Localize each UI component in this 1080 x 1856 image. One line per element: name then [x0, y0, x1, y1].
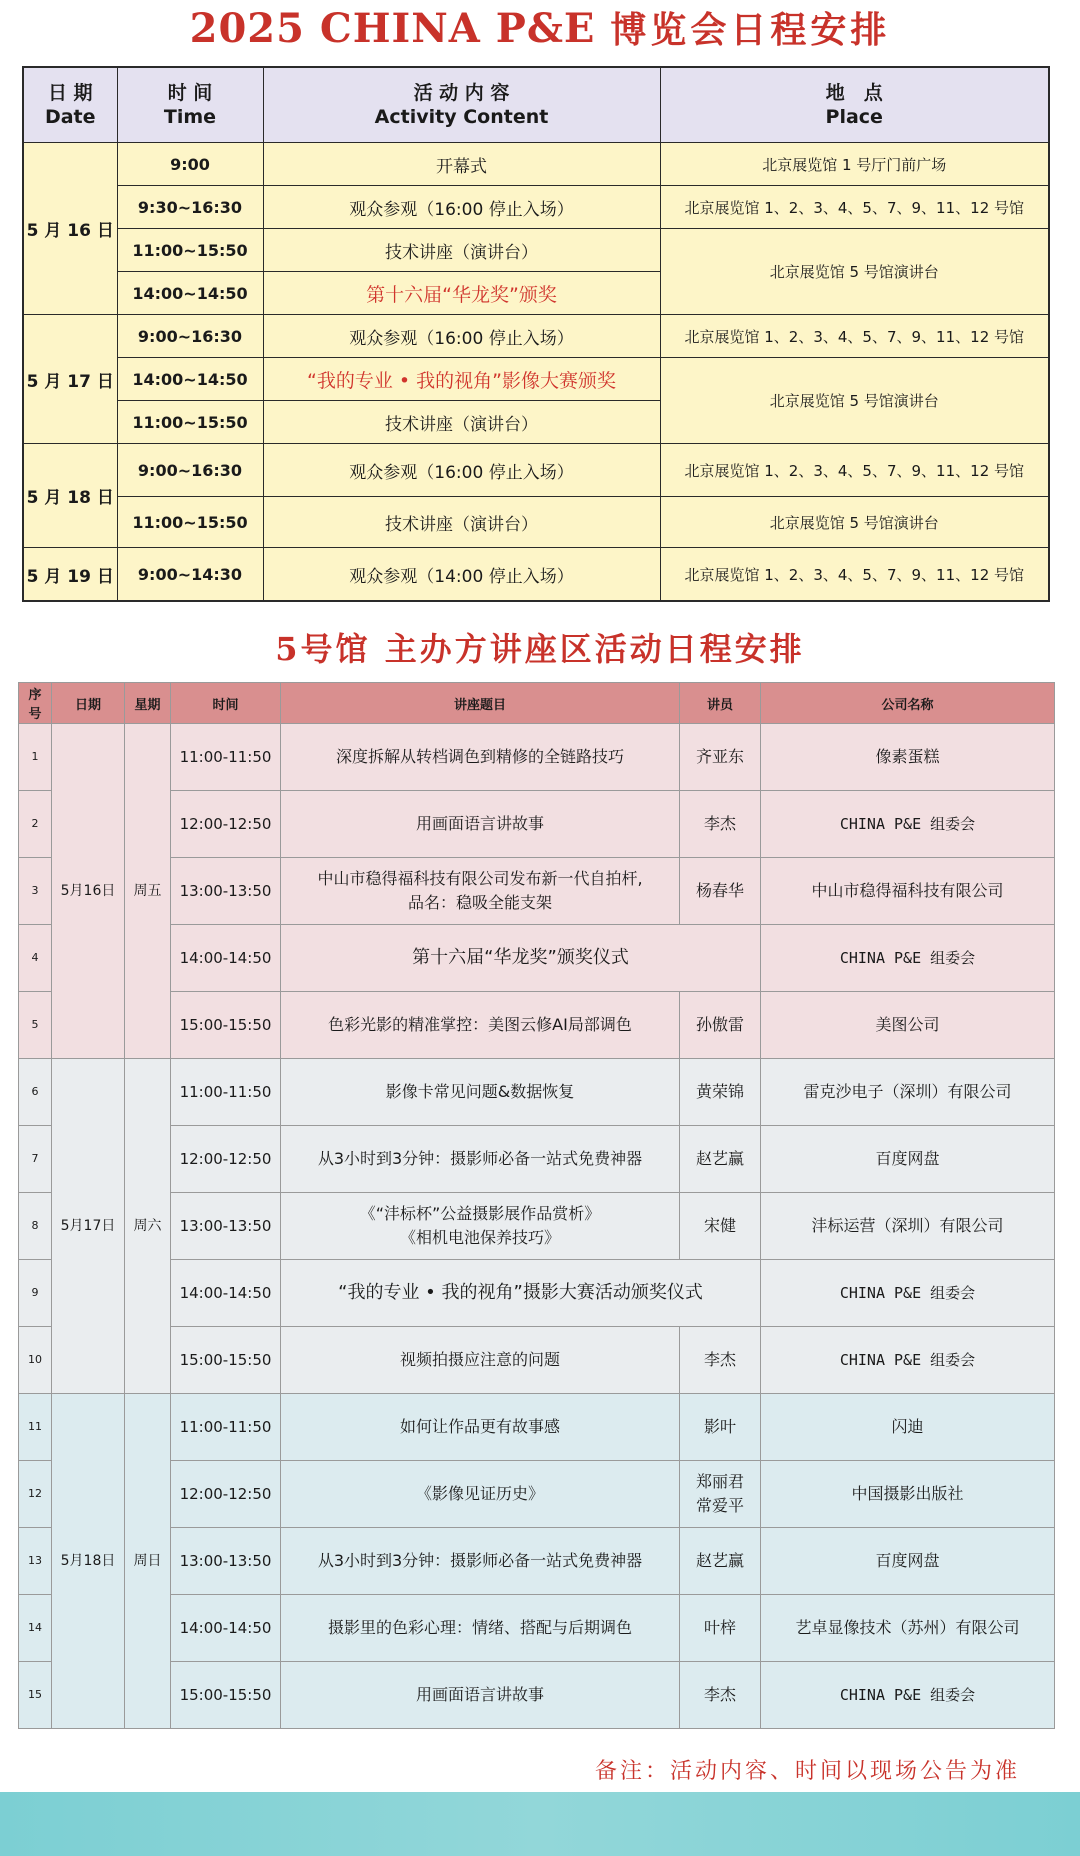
company-cell: CHINA P&E 组委会	[761, 791, 1055, 858]
place-cell: 北京展览馆 1、2、3、4、5、7、9、11、12 号馆	[660, 315, 1049, 358]
table-row	[19, 1394, 1055, 1461]
header-company: 公司名称	[761, 683, 1055, 724]
company-cell: 百度网盘	[761, 1528, 1055, 1595]
company-cell: 像素蛋糕	[761, 724, 1055, 791]
speaker-cell: 黄荣锦	[680, 1059, 761, 1126]
row-number: 7	[19, 1126, 52, 1193]
activity-cell-highlight: “我的专业 • 我的视角”影像大赛颁奖	[263, 358, 660, 401]
header-weekday: 星期	[125, 683, 171, 724]
weekday-cell: 周日	[125, 1394, 171, 1729]
topic-cell: 中山市稳得福科技有限公司发布新一代自拍杆, 品名：稳吸全能支架	[281, 858, 680, 925]
company-cell: 沣标运营（深圳）有限公司	[761, 1193, 1055, 1260]
time-cell: 15:00-15:50	[171, 992, 281, 1059]
header-time: 时间	[171, 683, 281, 724]
time-cell: 12:00-12:50	[171, 1126, 281, 1193]
company-cell: CHINA P&E 组委会	[761, 1260, 1055, 1327]
time-cell: 9:00~14:30	[117, 548, 263, 602]
page-title	[0, 0, 1080, 60]
speaker-cell: 孙傲雷	[680, 992, 761, 1059]
speaker-cell: 李杰	[680, 1327, 761, 1394]
footnote: 备注：活动内容、时间以现场公告为准	[594, 1759, 1020, 1784]
speaker-cell: 影叶	[680, 1394, 761, 1461]
time-cell: 12:00-12:50	[171, 791, 281, 858]
company-cell: 百度网盘	[761, 1126, 1055, 1193]
time-cell: 14:00~14:50	[117, 272, 263, 315]
activity-cell: 观众参观（16:00 停止入场）	[263, 315, 660, 358]
company-cell: 艺卓显像技术（苏州）有限公司	[761, 1595, 1055, 1662]
time-cell: 15:00-15:50	[171, 1662, 281, 1729]
place-cell: 北京展览馆 5 号馆演讲台	[660, 497, 1049, 548]
topic-cell: 用画面语言讲故事	[281, 791, 680, 858]
time-cell: 11:00-11:50	[171, 1059, 281, 1126]
topic-cell: 《“沣标杯”公益摄影展作品赏析》 《相机电池保养技巧》	[281, 1193, 680, 1260]
time-cell: 13:00-13:50	[171, 1193, 281, 1260]
company-cell: 中国摄影出版社	[761, 1461, 1055, 1528]
topic-cell: 《影像见证历史》	[281, 1461, 680, 1528]
header-date: 日 期 Date	[23, 67, 117, 143]
row-number: 8	[19, 1193, 52, 1260]
table-row	[23, 143, 1049, 186]
time-cell: 14:00-14:50	[171, 925, 281, 992]
row-number: 13	[19, 1528, 52, 1595]
row-number: 10	[19, 1327, 52, 1394]
header-speaker: 讲员	[680, 683, 761, 724]
place-cell: 北京展览馆 1、2、3、4、5、7、9、11、12 号馆	[660, 548, 1049, 602]
table-row	[23, 548, 1049, 602]
speaker-cell: 赵艺赢	[680, 1126, 761, 1193]
weekday-cell: 周六	[125, 1059, 171, 1394]
row-number: 14	[19, 1595, 52, 1662]
time-cell: 12:00-12:50	[171, 1461, 281, 1528]
topic-cell: 色彩光影的精准掌控：美图云修AI局部调色	[281, 992, 680, 1059]
date-cell: 5 月 16 日	[23, 143, 117, 315]
table-row	[23, 186, 1049, 229]
header-place: 地 点 Place	[660, 67, 1049, 143]
company-cell: 闪迪	[761, 1394, 1055, 1461]
row-number: 3	[19, 858, 52, 925]
time-cell: 14:00-14:50	[171, 1595, 281, 1662]
row-number: 1	[19, 724, 52, 791]
date-cell: 5 月 17 日	[23, 315, 117, 444]
speaker-cell: 宋健	[680, 1193, 761, 1260]
date-cell: 5 月 18 日	[23, 444, 117, 548]
activity-cell: 观众参观（16:00 停止入场）	[263, 186, 660, 229]
speaker-cell: 李杰	[680, 791, 761, 858]
table-row	[19, 1528, 1055, 1595]
topic-cell: 如何让作品更有故事感	[281, 1394, 680, 1461]
time-cell: 15:00-15:50	[171, 1327, 281, 1394]
header-date: 日期	[52, 683, 125, 724]
section-title: 5号馆 主办方讲座区活动日程安排	[275, 630, 805, 668]
place-cell: 北京展览馆 5 号馆演讲台	[660, 229, 1049, 315]
activity-cell: 观众参观（14:00 停止入场）	[263, 548, 660, 602]
lecture-schedule-table	[18, 682, 1055, 1729]
topic-cell: 影像卡常见问题&数据恢复	[281, 1059, 680, 1126]
place-cell: 北京展览馆 5 号馆演讲台	[660, 358, 1049, 444]
topic-cell: 视频拍摄应注意的问题	[281, 1327, 680, 1394]
topic-cell: 第十六届“华龙奖”颁奖仪式	[281, 925, 761, 992]
time-cell: 11:00-11:50	[171, 724, 281, 791]
time-cell: 9:00~16:30	[117, 315, 263, 358]
activity-cell: 观众参观（16:00 停止入场）	[263, 444, 660, 497]
table-row	[19, 1193, 1055, 1260]
speaker-cell: 郑丽君 常爱平	[680, 1461, 761, 1528]
place-cell: 北京展览馆 1、2、3、4、5、7、9、11、12 号馆	[660, 186, 1049, 229]
table-row	[19, 1126, 1055, 1193]
header-time: 时 间 Time	[117, 67, 263, 143]
table-row	[19, 724, 1055, 791]
table-row	[19, 1461, 1055, 1528]
topic-cell: 用画面语言讲故事	[281, 1662, 680, 1729]
company-cell: CHINA P&E 组委会	[761, 1327, 1055, 1394]
table-row	[23, 229, 1049, 272]
activity-cell: 技术讲座（演讲台）	[263, 497, 660, 548]
speaker-cell: 叶梓	[680, 1595, 761, 1662]
table-row	[19, 1260, 1055, 1327]
time-cell: 11:00~15:50	[117, 497, 263, 548]
topic-cell: 从3小时到3分钟：摄影师必备一站式免费神器	[281, 1528, 680, 1595]
company-cell: 美图公司	[761, 992, 1055, 1059]
table-row	[19, 1327, 1055, 1394]
table-header-row	[23, 67, 1049, 143]
row-number: 2	[19, 791, 52, 858]
table-row	[23, 358, 1049, 401]
header-no: 序号	[19, 683, 52, 724]
time-cell: 11:00~15:50	[117, 401, 263, 444]
speaker-cell: 齐亚东	[680, 724, 761, 791]
place-cell: 北京展览馆 1 号厅门前广场	[660, 143, 1049, 186]
date-cell: 5月16日	[52, 724, 125, 1059]
time-cell: 14:00~14:50	[117, 358, 263, 401]
time-cell: 9:00	[117, 143, 263, 186]
topic-cell: 从3小时到3分钟：摄影师必备一站式免费神器	[281, 1126, 680, 1193]
table-row	[23, 315, 1049, 358]
table-row	[19, 1595, 1055, 1662]
row-number: 15	[19, 1662, 52, 1729]
row-number: 5	[19, 992, 52, 1059]
title-en: 2025 CHINA P&E	[189, 5, 611, 52]
time-cell: 13:00-13:50	[171, 1528, 281, 1595]
place-cell: 北京展览馆 1、2、3、4、5、7、9、11、12 号馆	[660, 444, 1049, 497]
speaker-cell: 李杰	[680, 1662, 761, 1729]
row-number: 9	[19, 1260, 52, 1327]
speaker-cell: 赵艺赢	[680, 1528, 761, 1595]
activity-cell: 技术讲座（演讲台）	[263, 229, 660, 272]
date-cell: 5月18日	[52, 1394, 125, 1729]
company-cell: 雷克沙电子（深圳）有限公司	[761, 1059, 1055, 1126]
table-row	[19, 992, 1055, 1059]
table-row	[23, 497, 1049, 548]
table-header-row	[19, 683, 1055, 724]
row-number: 6	[19, 1059, 52, 1126]
footer-band	[0, 1792, 1080, 1856]
expo-schedule-table	[22, 66, 1050, 602]
table-row	[19, 791, 1055, 858]
table-row	[19, 1662, 1055, 1729]
time-cell: 9:30~16:30	[117, 186, 263, 229]
row-number: 4	[19, 925, 52, 992]
table-row	[19, 1059, 1055, 1126]
activity-cell-highlight: 第十六届“华龙奖”颁奖	[263, 272, 660, 315]
date-cell: 5月17日	[52, 1059, 125, 1394]
company-cell: 中山市稳得福科技有限公司	[761, 858, 1055, 925]
time-cell: 13:00-13:50	[171, 858, 281, 925]
time-cell: 14:00-14:50	[171, 1260, 281, 1327]
table-row	[19, 925, 1055, 992]
speaker-cell: 杨春华	[680, 858, 761, 925]
activity-cell: 技术讲座（演讲台）	[263, 401, 660, 444]
weekday-cell: 周五	[125, 724, 171, 1059]
topic-cell: 摄影里的色彩心理：情绪、搭配与后期调色	[281, 1595, 680, 1662]
row-number: 12	[19, 1461, 52, 1528]
date-cell: 5 月 19 日	[23, 548, 117, 602]
company-cell: CHINA P&E 组委会	[761, 1662, 1055, 1729]
table-row	[19, 858, 1055, 925]
time-cell: 11:00~15:50	[117, 229, 263, 272]
topic-cell: 深度拆解从转档调色到精修的全链路技巧	[281, 724, 680, 791]
title-cn: 博览会日程安排	[610, 9, 891, 51]
topic-cell: “我的专业 • 我的视角”摄影大赛活动颁奖仪式	[281, 1260, 761, 1327]
header-activity: 活 动 内 容 Activity Content	[263, 67, 660, 143]
table-row	[23, 444, 1049, 497]
time-cell: 11:00-11:50	[171, 1394, 281, 1461]
activity-cell: 开幕式	[263, 143, 660, 186]
time-cell: 9:00~16:30	[117, 444, 263, 497]
company-cell: CHINA P&E 组委会	[761, 925, 1055, 992]
header-topic: 讲座题目	[281, 683, 680, 724]
row-number: 11	[19, 1394, 52, 1461]
